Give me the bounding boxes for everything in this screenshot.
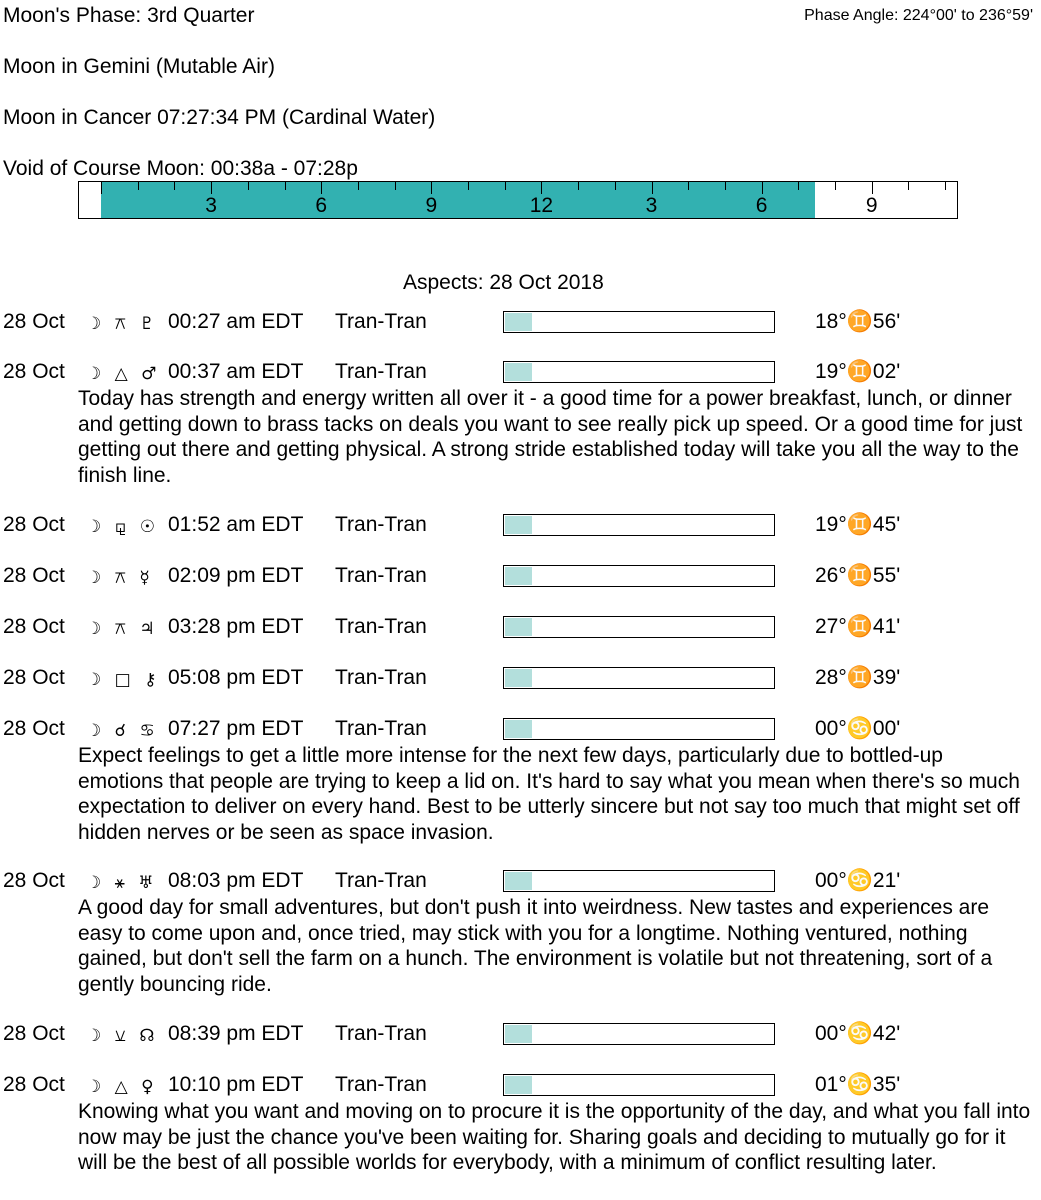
aspect-date: 28 Oct (3, 360, 65, 383)
hour-tick (872, 182, 873, 194)
aspect-row (0, 513, 1041, 539)
aspect-time: 10:10 pm EDT (168, 1073, 304, 1096)
aspect-strength-fill (505, 516, 532, 534)
aspect-position: 18°♊56' (815, 310, 901, 333)
aspect-strength-fill (505, 567, 532, 585)
aspect-time: 07:27 pm EDT (168, 717, 304, 740)
aspect-row (0, 666, 1041, 692)
aspect-row (0, 615, 1041, 641)
hour-tick (468, 182, 469, 190)
aspect-strength-bar (503, 514, 775, 536)
aspect-strength-bar (503, 311, 775, 333)
aspect-glyphs: ☽ ⚻ ♃ (86, 619, 159, 639)
aspect-kind: Tran-Tran (335, 1022, 427, 1045)
aspect-position: 27°♊41' (815, 615, 901, 638)
aspect-date: 28 Oct (3, 513, 65, 536)
aspect-time: 08:39 pm EDT (168, 1022, 304, 1045)
aspect-time: 03:28 pm EDT (168, 615, 304, 638)
hour-tick (835, 182, 836, 190)
hour-tick (578, 182, 579, 190)
hour-tick (908, 182, 909, 190)
hour-tick (358, 182, 359, 190)
aspect-kind: Tran-Tran (335, 360, 427, 383)
aspect-time: 08:03 pm EDT (168, 869, 304, 892)
aspect-strength-fill (505, 1025, 532, 1043)
hour-tick (615, 182, 616, 190)
hour-tick (762, 182, 763, 194)
aspect-position: 19°♊02' (815, 360, 901, 383)
hour-tick (541, 182, 542, 194)
aspect-strength-fill (505, 363, 532, 381)
aspect-date: 28 Oct (3, 869, 65, 892)
hour-tick (138, 182, 139, 190)
aspect-row (0, 310, 1041, 336)
aspect-strength-fill (505, 618, 532, 636)
aspect-time: 00:37 am EDT (168, 360, 304, 383)
aspect-row (0, 717, 1041, 743)
aspect-kind: Tran-Tran (335, 869, 427, 892)
hour-tick (174, 182, 175, 190)
aspect-glyphs: ☽ ☌ ♋ (86, 721, 159, 741)
aspect-kind: Tran-Tran (335, 1073, 427, 1096)
aspect-glyphs: ☽ □ ⚷ (86, 670, 161, 690)
hour-label: 6 (315, 194, 328, 217)
aspect-position: 01°♋35' (815, 1073, 901, 1096)
aspect-position: 19°♊45' (815, 513, 901, 536)
moon-sign-gemini: Moon in Gemini (Mutable Air) (3, 55, 275, 78)
aspect-strength-bar (503, 616, 775, 638)
moon-phase: Moon's Phase: 3rd Quarter (3, 4, 255, 27)
hour-tick (321, 182, 322, 194)
hour-tick (431, 182, 432, 194)
aspect-glyphs: ☽ ⚺ ☊ (86, 1026, 159, 1046)
hour-tick (505, 182, 506, 190)
aspect-description: Knowing what you want and moving on to procure it is the opportunity of the day, and what you fall into now may be just the chance you've been waiting for. Sharing goals and deciding to mutually go for it will be the best of all possible worlds for everybody, with a minimum of conflict resulting later. (78, 1100, 1031, 1174)
hour-tick (285, 182, 286, 190)
aspect-glyphs: ☽ ⚼ ☉ (86, 517, 160, 537)
aspect-strength-bar (503, 870, 775, 892)
hour-tick (652, 182, 653, 194)
aspect-date: 28 Oct (3, 1022, 65, 1045)
aspect-strength-bar (503, 1074, 775, 1096)
aspect-date: 28 Oct (3, 615, 65, 638)
hour-label: 3 (205, 194, 217, 217)
aspect-time: 05:08 pm EDT (168, 666, 304, 689)
aspect-description: Today has strength and energy written all over it - a good time for a power breakfast, lunch, or dinner and getting down to brass tacks on deals you want to see really pick up speed. Or a good time for just getting out there and getting physical. A strong stride established today will take you all the way to the finish line. (78, 387, 1023, 487)
hour-tick (211, 182, 212, 194)
hour-label: 12 (529, 194, 554, 217)
aspect-date: 28 Oct (3, 1073, 65, 1096)
aspect-strength-bar (503, 718, 775, 740)
aspect-date: 28 Oct (3, 564, 65, 587)
aspect-glyphs: ☽ ⚻ ☿ (86, 568, 154, 588)
aspect-glyphs: ☽ △ ♀ (86, 1077, 158, 1097)
hour-label: 3 (645, 194, 658, 217)
hour-tick (688, 182, 689, 190)
hour-label: 9 (865, 194, 878, 217)
void-of-course: Void of Course Moon: 00:38a - 07:28p (3, 157, 358, 180)
hour-tick (725, 182, 726, 190)
aspect-strength-bar (503, 1023, 775, 1045)
aspect-kind: Tran-Tran (335, 513, 427, 536)
hour-tick (395, 182, 396, 190)
void-of-course-bar (78, 181, 958, 219)
aspect-row (0, 869, 1041, 895)
aspect-description: Expect feelings to get a little more intense for the next few days, particularly due to bottled-up emotions that people are trying to keep a lid on. It's hard to say what you mean when there's so much expectation to deliver on every hand. Best to be utterly sincere but not say too much that might set off hidden nerves or be seen as space invasion. (78, 744, 1020, 844)
moon-sign-cancer: Moon in Cancer 07:27:34 PM (Cardinal Water) (3, 106, 436, 129)
aspect-strength-bar (503, 667, 775, 689)
aspect-time: 02:09 pm EDT (168, 564, 304, 587)
aspect-description: A good day for small adventures, but don't push it into weirdness. New tastes and experiences are easy to come upon and, once tried, may stick with you for a longtime. Nothing ventured, nothing gained, but don't sell the farm on a hunch. The environment is volatile but not threatening, sort of a gently bouncing ride. (78, 896, 993, 996)
aspect-strength-fill (505, 669, 532, 687)
aspect-date: 28 Oct (3, 666, 65, 689)
aspect-glyphs: ☽ ⚻ ♇ (86, 314, 159, 334)
aspect-date: 28 Oct (3, 310, 65, 333)
aspect-strength-bar (503, 361, 775, 383)
hour-tick (798, 182, 799, 190)
hour-label: 6 (755, 194, 768, 217)
hour-tick (248, 182, 249, 190)
aspect-kind: Tran-Tran (335, 666, 427, 689)
aspect-position: 00°♋00' (815, 717, 901, 740)
aspect-glyphs: ☽ △ ♂ (86, 364, 161, 384)
aspect-strength-fill (505, 1076, 532, 1094)
aspect-kind: Tran-Tran (335, 615, 427, 638)
aspect-date: 28 Oct (3, 717, 65, 740)
aspects-title: Aspects: 28 Oct 2018 (403, 271, 604, 294)
aspect-strength-fill (505, 872, 532, 890)
aspect-row (0, 1022, 1041, 1048)
aspect-kind: Tran-Tran (335, 564, 427, 587)
aspect-position: 28°♊39' (815, 666, 901, 689)
aspect-strength-bar (503, 565, 775, 587)
hour-tick (101, 182, 102, 194)
aspect-glyphs: ☽ ⚹ ♅ (86, 873, 158, 893)
aspect-kind: Tran-Tran (335, 717, 427, 740)
aspect-time: 00:27 am EDT (168, 310, 304, 333)
phase-angle: Phase Angle: 224°00' to 236°59' (804, 7, 1033, 24)
aspect-row (0, 564, 1041, 590)
aspect-kind: Tran-Tran (335, 310, 427, 333)
hour-label: 9 (425, 194, 438, 217)
aspect-time: 01:52 am EDT (168, 513, 304, 536)
aspect-row (0, 1073, 1041, 1099)
aspect-strength-fill (505, 720, 532, 738)
aspect-strength-fill (505, 313, 532, 331)
aspect-row (0, 360, 1041, 386)
aspect-position: 00°♋42' (815, 1022, 901, 1045)
aspect-position: 00°♋21' (815, 869, 901, 892)
aspect-position: 26°♊55' (815, 564, 901, 587)
hour-tick (945, 182, 946, 190)
